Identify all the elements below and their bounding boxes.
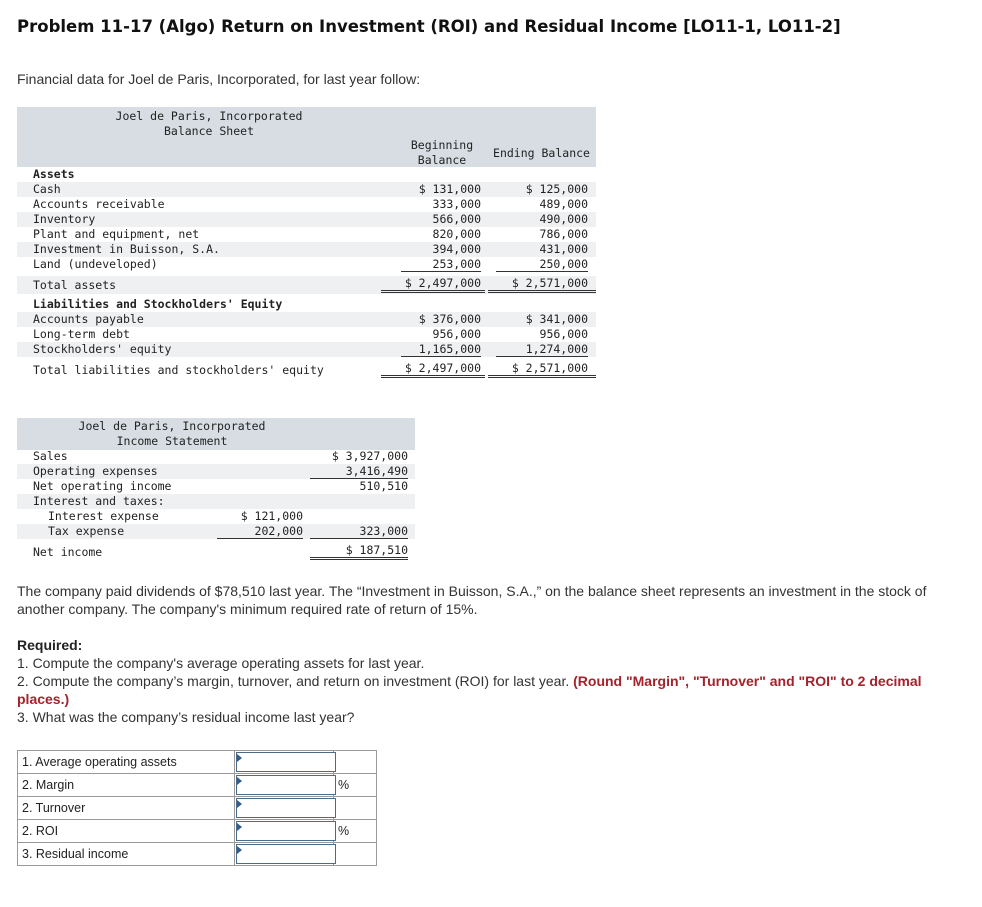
answer-row — [18, 797, 377, 820]
table-row — [17, 449, 415, 464]
income-statement-table — [17, 418, 415, 564]
table-row — [17, 494, 415, 509]
row-label: Plant and equipment, net — [33, 227, 200, 241]
answer-unit — [334, 797, 377, 820]
row-label: Net income — [33, 545, 103, 559]
row-label: Total assets — [33, 278, 117, 292]
row-label: Inventory — [33, 212, 96, 226]
row-begin: $ 2,497,000 — [381, 361, 485, 378]
liabilities-heading: Liabilities and Stockholders' Equity — [33, 297, 283, 311]
table-row — [17, 227, 596, 242]
row-label: Operating expenses — [33, 464, 158, 478]
income-statement-company: Joel de Paris, Incorporated — [78, 419, 266, 433]
intro-text: Financial data for Joel de Paris, Incorporated, for last year follow: — [17, 71, 421, 87]
row-end: 786,000 — [539, 227, 588, 241]
answer-row — [18, 843, 377, 866]
row-end: $ 2,571,000 — [488, 276, 596, 293]
row-begin: 333,000 — [432, 197, 481, 211]
answer-unit — [334, 843, 377, 866]
answer-cell — [235, 843, 334, 866]
row-value: 510,510 — [359, 479, 408, 493]
answer-cell — [235, 774, 334, 797]
row-end: 956,000 — [539, 327, 588, 341]
row-begin: 820,000 — [432, 227, 481, 241]
balance-sheet-table — [17, 107, 596, 387]
required-q2-text: 2. Compute the company’s margin, turnover, and return on investment (ROI) for last year. — [17, 673, 570, 689]
answer-label: 2. Turnover — [18, 797, 235, 820]
row-end: $ 341,000 — [525, 312, 588, 326]
row-begin: $ 131,000 — [418, 182, 481, 196]
col-ending-balance: Ending Balance — [493, 146, 590, 160]
table-row — [17, 509, 415, 524]
answer-row — [18, 751, 377, 774]
row-begin: 1,165,000 — [401, 342, 481, 357]
row-label: Total liabilities and stockholders' equity — [33, 363, 324, 377]
row-begin: 956,000 — [432, 327, 481, 341]
margin-input[interactable] — [236, 775, 336, 795]
row-label: Accounts receivable — [33, 197, 165, 211]
balance-sheet-header — [17, 107, 596, 167]
table-row — [17, 242, 596, 257]
total-assets-row — [17, 276, 596, 294]
row-value: 3,416,490 — [310, 464, 408, 479]
row-value: 202,000 — [217, 524, 303, 539]
row-end: $ 125,000 — [525, 182, 588, 196]
turnover-input[interactable] — [236, 798, 336, 818]
required-q3: 3. What was the company’s residual income last year? — [17, 709, 355, 725]
row-label: Sales — [33, 449, 68, 463]
income-statement-header — [17, 418, 415, 450]
answer-unit — [334, 751, 377, 774]
answer-cell — [235, 751, 334, 774]
table-row — [17, 464, 415, 479]
assets-heading: Assets — [33, 167, 75, 181]
required-heading: Required: — [17, 637, 83, 653]
net-income-row — [17, 543, 415, 561]
answer-label: 2. ROI — [18, 820, 235, 843]
row-label: Accounts payable — [33, 312, 144, 326]
row-begin: 253,000 — [401, 257, 481, 272]
answer-cell — [235, 820, 334, 843]
answer-unit: % — [334, 774, 377, 797]
col-beginning-line1: Beginning — [410, 138, 474, 152]
row-end: 489,000 — [539, 197, 588, 211]
row-end: 1,274,000 — [496, 342, 588, 357]
row-label: Land (undeveloped) — [33, 257, 158, 271]
table-row — [17, 342, 596, 357]
answer-cell — [235, 797, 334, 820]
answer-label: 1. Average operating assets — [18, 751, 235, 774]
answer-table — [17, 750, 377, 866]
row-label: Cash — [33, 182, 61, 196]
table-row — [17, 524, 415, 539]
row-end: 431,000 — [539, 242, 588, 256]
residual-income-input[interactable] — [236, 844, 336, 864]
row-begin: 394,000 — [432, 242, 481, 256]
page-title: Problem 11-17 (Algo) Return on Investment (ROI) and Residual Income [LO11-1, LO11-2] — [17, 17, 841, 36]
answer-row — [18, 820, 377, 843]
table-row — [17, 312, 596, 327]
required-q1: 1. Compute the company's average operating assets for last year. — [17, 655, 425, 671]
row-value: $ 3,927,000 — [331, 449, 408, 463]
row-begin: 566,000 — [432, 212, 481, 226]
roi-input[interactable] — [236, 821, 336, 841]
row-label: Tax expense — [48, 524, 125, 538]
income-statement-title: Income Statement — [116, 434, 228, 448]
balance-sheet-title: Balance Sheet — [163, 124, 254, 138]
balance-sheet-company: Joel de Paris, Incorporated — [115, 109, 303, 123]
answer-label: 2. Margin — [18, 774, 235, 797]
row-end: $ 2,571,000 — [488, 361, 596, 378]
problem-paragraph: The company paid dividends of $78,510 last year. The “Investment in Buisson, S.A.,” on the balance sheet represents an investment in the stock of another company. The company's minimum required rate of return of 15%. — [17, 583, 927, 617]
answer-unit: % — [334, 820, 377, 843]
table-row — [17, 327, 596, 342]
col-beginning-line2: Balance — [417, 153, 467, 167]
col-beginning-balance — [401, 138, 483, 168]
row-label: Investment in Buisson, S.A. — [33, 242, 220, 256]
row-begin: $ 376,000 — [418, 312, 481, 326]
liabilities-heading-row — [17, 297, 596, 312]
row-total: 323,000 — [310, 524, 408, 539]
table-row — [17, 479, 415, 494]
row-label: Stockholders' equity — [33, 342, 172, 356]
table-row — [17, 212, 596, 227]
table-row — [17, 197, 596, 212]
row-value: $ 187,510 — [310, 543, 408, 560]
row-end: 250,000 — [496, 257, 588, 272]
total-liabilities-row — [17, 361, 596, 379]
row-label: Interest and taxes: — [33, 494, 165, 508]
required-q2 — [17, 672, 967, 708]
row-begin: $ 2,497,000 — [381, 276, 485, 293]
assets-heading-row — [17, 167, 596, 182]
table-row — [17, 257, 596, 272]
row-label: Long-term debt — [33, 327, 130, 341]
answer-row — [18, 774, 377, 797]
row-value: $ 121,000 — [240, 509, 303, 523]
table-row — [17, 182, 596, 197]
average-operating-assets-input[interactable] — [236, 752, 336, 772]
required-q2-note: (Round "Margin", "Turnover" and "ROI" to 2 decimal places.) — [17, 673, 922, 707]
row-label: Net operating income — [33, 479, 172, 493]
row-end: 490,000 — [539, 212, 588, 226]
required-section — [17, 636, 967, 726]
answer-label: 3. Residual income — [18, 843, 235, 866]
row-label: Interest expense — [48, 509, 159, 523]
